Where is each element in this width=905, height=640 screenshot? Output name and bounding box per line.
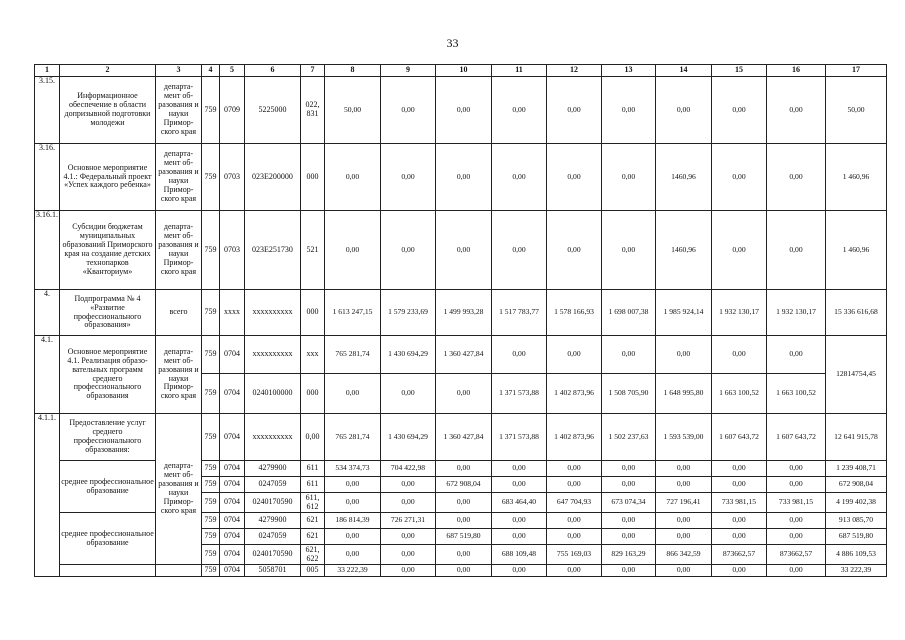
cell: 759 <box>202 529 220 545</box>
row-name: Основное мероприятие 4.1.: Федеральный проект «Успех каждого ребенка» <box>60 144 156 211</box>
cell: 4279900 <box>245 513 301 529</box>
cell: 5058701 <box>245 565 301 577</box>
cell: 759 <box>202 290 220 336</box>
cell: 759 <box>202 144 220 211</box>
cell: 621 <box>301 513 325 529</box>
value-cell: 727 196,41 <box>656 493 712 513</box>
cell: 759 <box>202 211 220 290</box>
cell: 0247059 <box>245 477 301 493</box>
cell: 0703 <box>220 144 245 211</box>
cell: 0704 <box>220 545 245 565</box>
value-cell: 0,00 <box>767 513 826 529</box>
value-cell: 0,00 <box>436 77 492 144</box>
value-cell: 0,00 <box>547 77 602 144</box>
value-cell: 0,00 <box>492 513 547 529</box>
value-cell: 0,00 <box>767 144 826 211</box>
value-cell: 0,00 <box>547 565 602 577</box>
cell: 759 <box>202 477 220 493</box>
value-cell: 0,00 <box>381 565 436 577</box>
cell: 0240100000 <box>245 374 301 414</box>
cell: 759 <box>202 77 220 144</box>
value-cell: 672 908,04 <box>436 477 492 493</box>
cell: хххххххххх <box>245 290 301 336</box>
row-id: 4. <box>35 290 60 336</box>
row-dept <box>156 565 202 577</box>
value-cell: 733 981,15 <box>767 493 826 513</box>
cell: 759 <box>202 461 220 477</box>
table-row <box>35 77 887 144</box>
cell: 000 <box>301 374 325 414</box>
value-cell: 0,00 <box>547 211 602 290</box>
table-row <box>35 565 887 577</box>
value-cell-total: 12814754,45 <box>826 336 887 414</box>
cell: 000 <box>301 144 325 211</box>
value-cell: 0,00 <box>492 477 547 493</box>
page-number: 33 <box>446 36 459 50</box>
value-cell: 0,00 <box>767 461 826 477</box>
row-name: Подпрограмма № 4 «Развитие профессионального образования» <box>60 290 156 336</box>
cell: 759 <box>202 545 220 565</box>
header-cell: 13 <box>602 65 656 77</box>
value-cell: 0,00 <box>547 336 602 374</box>
value-cell: 1 517 783,77 <box>492 290 547 336</box>
value-cell: 0,00 <box>767 565 826 577</box>
cell: 022, 831 <box>301 77 325 144</box>
cell: 621 <box>301 529 325 545</box>
header-cell: 16 <box>767 65 826 77</box>
value-cell: 1 371 573,88 <box>492 374 547 414</box>
value-cell: 1 932 130,17 <box>767 290 826 336</box>
header-cell: 17 <box>826 65 887 77</box>
value-cell: 672 908,04 <box>826 477 887 493</box>
value-cell: 0,00 <box>325 144 381 211</box>
value-cell: 15 336 616,68 <box>826 290 887 336</box>
value-cell: 1 502 237,63 <box>602 414 656 461</box>
table-row <box>35 336 887 374</box>
value-cell: 0,00 <box>381 144 436 211</box>
table-row <box>35 211 887 290</box>
value-cell: 0,00 <box>381 77 436 144</box>
cell: 759 <box>202 513 220 529</box>
value-cell: 1 402 873,96 <box>547 414 602 461</box>
header-cell: 14 <box>656 65 712 77</box>
cell: 611, 612 <box>301 493 325 513</box>
value-cell: 186 814,39 <box>325 513 381 529</box>
value-cell: 0,00 <box>656 477 712 493</box>
cell: 0704 <box>220 477 245 493</box>
cell: 521 <box>301 211 325 290</box>
value-cell: 726 271,31 <box>381 513 436 529</box>
value-cell: 1 239 408,71 <box>826 461 887 477</box>
value-cell: 1460,96 <box>656 144 712 211</box>
cell: 611 <box>301 461 325 477</box>
cell: 0240170590 <box>245 545 301 565</box>
value-cell: 0,00 <box>712 529 767 545</box>
value-cell: 0,00 <box>712 336 767 374</box>
cell: 0709 <box>220 77 245 144</box>
value-cell: 733 981,15 <box>712 493 767 513</box>
value-cell: 0,00 <box>602 529 656 545</box>
value-cell: 873662,57 <box>767 545 826 565</box>
table-row <box>35 144 887 211</box>
value-cell: 0,00 <box>602 336 656 374</box>
value-cell: 1 607 643,72 <box>712 414 767 461</box>
value-cell: 0,00 <box>767 529 826 545</box>
value-cell: 33 222,39 <box>325 565 381 577</box>
value-cell: 0,00 <box>602 144 656 211</box>
header-cell: 10 <box>436 65 492 77</box>
value-cell: 0,00 <box>712 77 767 144</box>
value-cell: 4 886 109,53 <box>826 545 887 565</box>
value-cell: 0,00 <box>492 461 547 477</box>
row-id: 3.15. <box>35 77 60 144</box>
row-id: 3.16.1. <box>35 211 60 290</box>
header-cell: 7 <box>301 65 325 77</box>
header-cell: 15 <box>712 65 767 77</box>
cell: 759 <box>202 493 220 513</box>
value-cell: 1 663 100,52 <box>712 374 767 414</box>
value-cell: 0,00 <box>436 565 492 577</box>
value-cell: 0,00 <box>381 545 436 565</box>
cell: 0704 <box>220 461 245 477</box>
value-cell: 0,00 <box>381 529 436 545</box>
value-cell: 1 430 694,29 <box>381 336 436 374</box>
value-cell: 688 109,48 <box>492 545 547 565</box>
value-cell: 0,00 <box>767 77 826 144</box>
value-cell: 1 985 924,14 <box>656 290 712 336</box>
row-dept: департа-мент об-разования и науки Примор-ского края <box>156 336 202 414</box>
value-cell: 1 460,96 <box>826 211 887 290</box>
row-name: среднее профессиональное образование <box>60 513 156 565</box>
value-cell: 687 519,80 <box>436 529 492 545</box>
value-cell: 0,00 <box>712 513 767 529</box>
cell: 0704 <box>220 336 245 374</box>
value-cell: 913 085,70 <box>826 513 887 529</box>
value-cell: 829 163,29 <box>602 545 656 565</box>
value-cell: 1460,96 <box>656 211 712 290</box>
value-cell: 0,00 <box>492 211 547 290</box>
value-cell: 0,00 <box>325 493 381 513</box>
value-cell: 0,00 <box>656 565 712 577</box>
value-cell: 0,00 <box>712 211 767 290</box>
cell: 759 <box>202 374 220 414</box>
budget-table <box>34 64 887 577</box>
value-cell: 704 422,98 <box>381 461 436 477</box>
value-cell: 0,00 <box>381 211 436 290</box>
value-cell: 0,00 <box>492 565 547 577</box>
row-name <box>60 565 156 577</box>
row-dept: департа-мент об-разования и науки Примор-ского края <box>156 211 202 290</box>
cell: 0704 <box>220 513 245 529</box>
value-cell: 0,00 <box>547 477 602 493</box>
cell: 0704 <box>220 493 245 513</box>
row-dept: всего <box>156 290 202 336</box>
header-cell: 9 <box>381 65 436 77</box>
row-dept: департа-мент об-разования и науки Примор-ского края <box>156 414 202 565</box>
cell: ххх <box>301 336 325 374</box>
value-cell: 1 648 995,80 <box>656 374 712 414</box>
value-cell: 0,00 <box>656 77 712 144</box>
value-cell: 0,00 <box>436 144 492 211</box>
value-cell: 0,00 <box>325 211 381 290</box>
value-cell: 873662,57 <box>712 545 767 565</box>
value-cell: 0,00 <box>656 529 712 545</box>
value-cell: 0,00 <box>602 565 656 577</box>
value-cell: 0,00 <box>436 211 492 290</box>
row-dept: департа-мент об-разования и науки Примор-ского края <box>156 144 202 211</box>
header-cell: 8 <box>325 65 381 77</box>
value-cell: 1 508 705,90 <box>602 374 656 414</box>
cell: 0240170590 <box>245 493 301 513</box>
value-cell: 647 704,93 <box>547 493 602 513</box>
value-cell: 0,00 <box>712 477 767 493</box>
value-cell: 0,00 <box>381 493 436 513</box>
value-cell: 0,00 <box>381 477 436 493</box>
cell: 0704 <box>220 414 245 461</box>
value-cell: 0,00 <box>656 513 712 529</box>
header-cell: 12 <box>547 65 602 77</box>
header-cell: 3 <box>156 65 202 77</box>
value-cell: 765 281,74 <box>325 414 381 461</box>
value-cell: 0,00 <box>656 461 712 477</box>
table-header-row <box>35 65 887 77</box>
value-cell: 1 698 007,38 <box>602 290 656 336</box>
cell: 759 <box>202 565 220 577</box>
cell: 000 <box>301 290 325 336</box>
value-cell: 0,00 <box>436 374 492 414</box>
cell: 759 <box>202 414 220 461</box>
cell: 023Е200000 <box>245 144 301 211</box>
value-cell: 0,00 <box>602 513 656 529</box>
value-cell: 534 374,73 <box>325 461 381 477</box>
cell: хххх <box>220 290 245 336</box>
table-row <box>35 414 887 461</box>
value-cell: 0,00 <box>492 336 547 374</box>
header-cell: 2 <box>60 65 156 77</box>
cell: 0,00 <box>301 414 325 461</box>
value-cell: 0,00 <box>436 461 492 477</box>
value-cell: 0,00 <box>767 477 826 493</box>
value-cell: 1 932 130,17 <box>712 290 767 336</box>
value-cell: 0,00 <box>547 529 602 545</box>
row-id: 3.16. <box>35 144 60 211</box>
header-cell: 1 <box>35 65 60 77</box>
value-cell: 0,00 <box>325 545 381 565</box>
value-cell: 0,00 <box>436 513 492 529</box>
value-cell: 687 519,80 <box>826 529 887 545</box>
value-cell: 0,00 <box>325 374 381 414</box>
cell: 759 <box>202 336 220 374</box>
cell: хххххххххх <box>245 336 301 374</box>
header-cell: 6 <box>245 65 301 77</box>
value-cell: 1 402 873,96 <box>547 374 602 414</box>
row-name: Субсидии бюджетам муниципальных образований Приморского края на создание детских технопарков «Кванториум» <box>60 211 156 290</box>
value-cell: 866 342,59 <box>656 545 712 565</box>
value-cell: 0,00 <box>602 477 656 493</box>
cell: 0704 <box>220 565 245 577</box>
cell: 0704 <box>220 374 245 414</box>
value-cell: 1 360 427,84 <box>436 414 492 461</box>
header-cell: 5 <box>220 65 245 77</box>
value-cell: 1 371 573,88 <box>492 414 547 461</box>
value-cell: 1 578 166,93 <box>547 290 602 336</box>
cell: 621, 622 <box>301 545 325 565</box>
row-dept: департа-мент об-разования и науки Примор-ского края <box>156 77 202 144</box>
cell: 5225000 <box>245 77 301 144</box>
value-cell: 1 430 694,29 <box>381 414 436 461</box>
row-id: 4.1.1. <box>35 414 60 577</box>
header-cell: 11 <box>492 65 547 77</box>
value-cell: 0,00 <box>547 144 602 211</box>
value-cell: 1 607 643,72 <box>767 414 826 461</box>
value-cell: 0,00 <box>325 477 381 493</box>
value-cell: 0,00 <box>436 493 492 513</box>
cell: 0247059 <box>245 529 301 545</box>
row-name: Предоставление услуг среднего профессионального образования: <box>60 414 156 461</box>
value-cell: 33 222,39 <box>826 565 887 577</box>
value-cell: 1 499 993,28 <box>436 290 492 336</box>
value-cell: 0,00 <box>712 461 767 477</box>
value-cell: 0,00 <box>325 529 381 545</box>
value-cell: 0,00 <box>767 211 826 290</box>
value-cell: 1 663 100,52 <box>767 374 826 414</box>
value-cell: 0,00 <box>712 144 767 211</box>
value-cell: 1 460,96 <box>826 144 887 211</box>
cell: 611 <box>301 477 325 493</box>
value-cell: 0,00 <box>656 336 712 374</box>
cell: 0704 <box>220 529 245 545</box>
value-cell: 50,00 <box>325 77 381 144</box>
cell: 005 <box>301 565 325 577</box>
value-cell: 0,00 <box>547 461 602 477</box>
value-cell: 0,00 <box>492 77 547 144</box>
value-cell: 1 613 247,15 <box>325 290 381 336</box>
row-id: 4.1. <box>35 336 60 414</box>
value-cell: 673 074,34 <box>602 493 656 513</box>
value-cell: 0,00 <box>547 513 602 529</box>
value-cell: 0,00 <box>602 77 656 144</box>
value-cell: 1 579 233,69 <box>381 290 436 336</box>
value-cell: 0,00 <box>492 529 547 545</box>
row-name: Информационное обеспечение в области допризывной подготовки молодежи <box>60 77 156 144</box>
value-cell: 0,00 <box>602 461 656 477</box>
value-cell: 0,00 <box>381 374 436 414</box>
row-name: Основное мероприятие 4.1. Реализация образо-вательных программ среднего профессионального образования <box>60 336 156 414</box>
value-cell: 0,00 <box>492 144 547 211</box>
value-cell: 1 360 427,84 <box>436 336 492 374</box>
cell: 4279900 <box>245 461 301 477</box>
value-cell: 4 199 402,38 <box>826 493 887 513</box>
value-cell: 50,00 <box>826 77 887 144</box>
header-cell: 4 <box>202 65 220 77</box>
value-cell: 0,00 <box>712 565 767 577</box>
value-cell: 0,00 <box>436 545 492 565</box>
value-cell: 765 281,74 <box>325 336 381 374</box>
value-cell: 12 641 915,78 <box>826 414 887 461</box>
value-cell: 0,00 <box>602 211 656 290</box>
cell: хххххххххх <box>245 414 301 461</box>
value-cell: 1 593 539,00 <box>656 414 712 461</box>
cell: 0703 <box>220 211 245 290</box>
value-cell: 683 464,40 <box>492 493 547 513</box>
cell: 023Е251730 <box>245 211 301 290</box>
value-cell: 755 169,03 <box>547 545 602 565</box>
row-name: среднее профессиональное образование <box>60 461 156 513</box>
table-row <box>35 290 887 336</box>
value-cell: 0,00 <box>767 336 826 374</box>
